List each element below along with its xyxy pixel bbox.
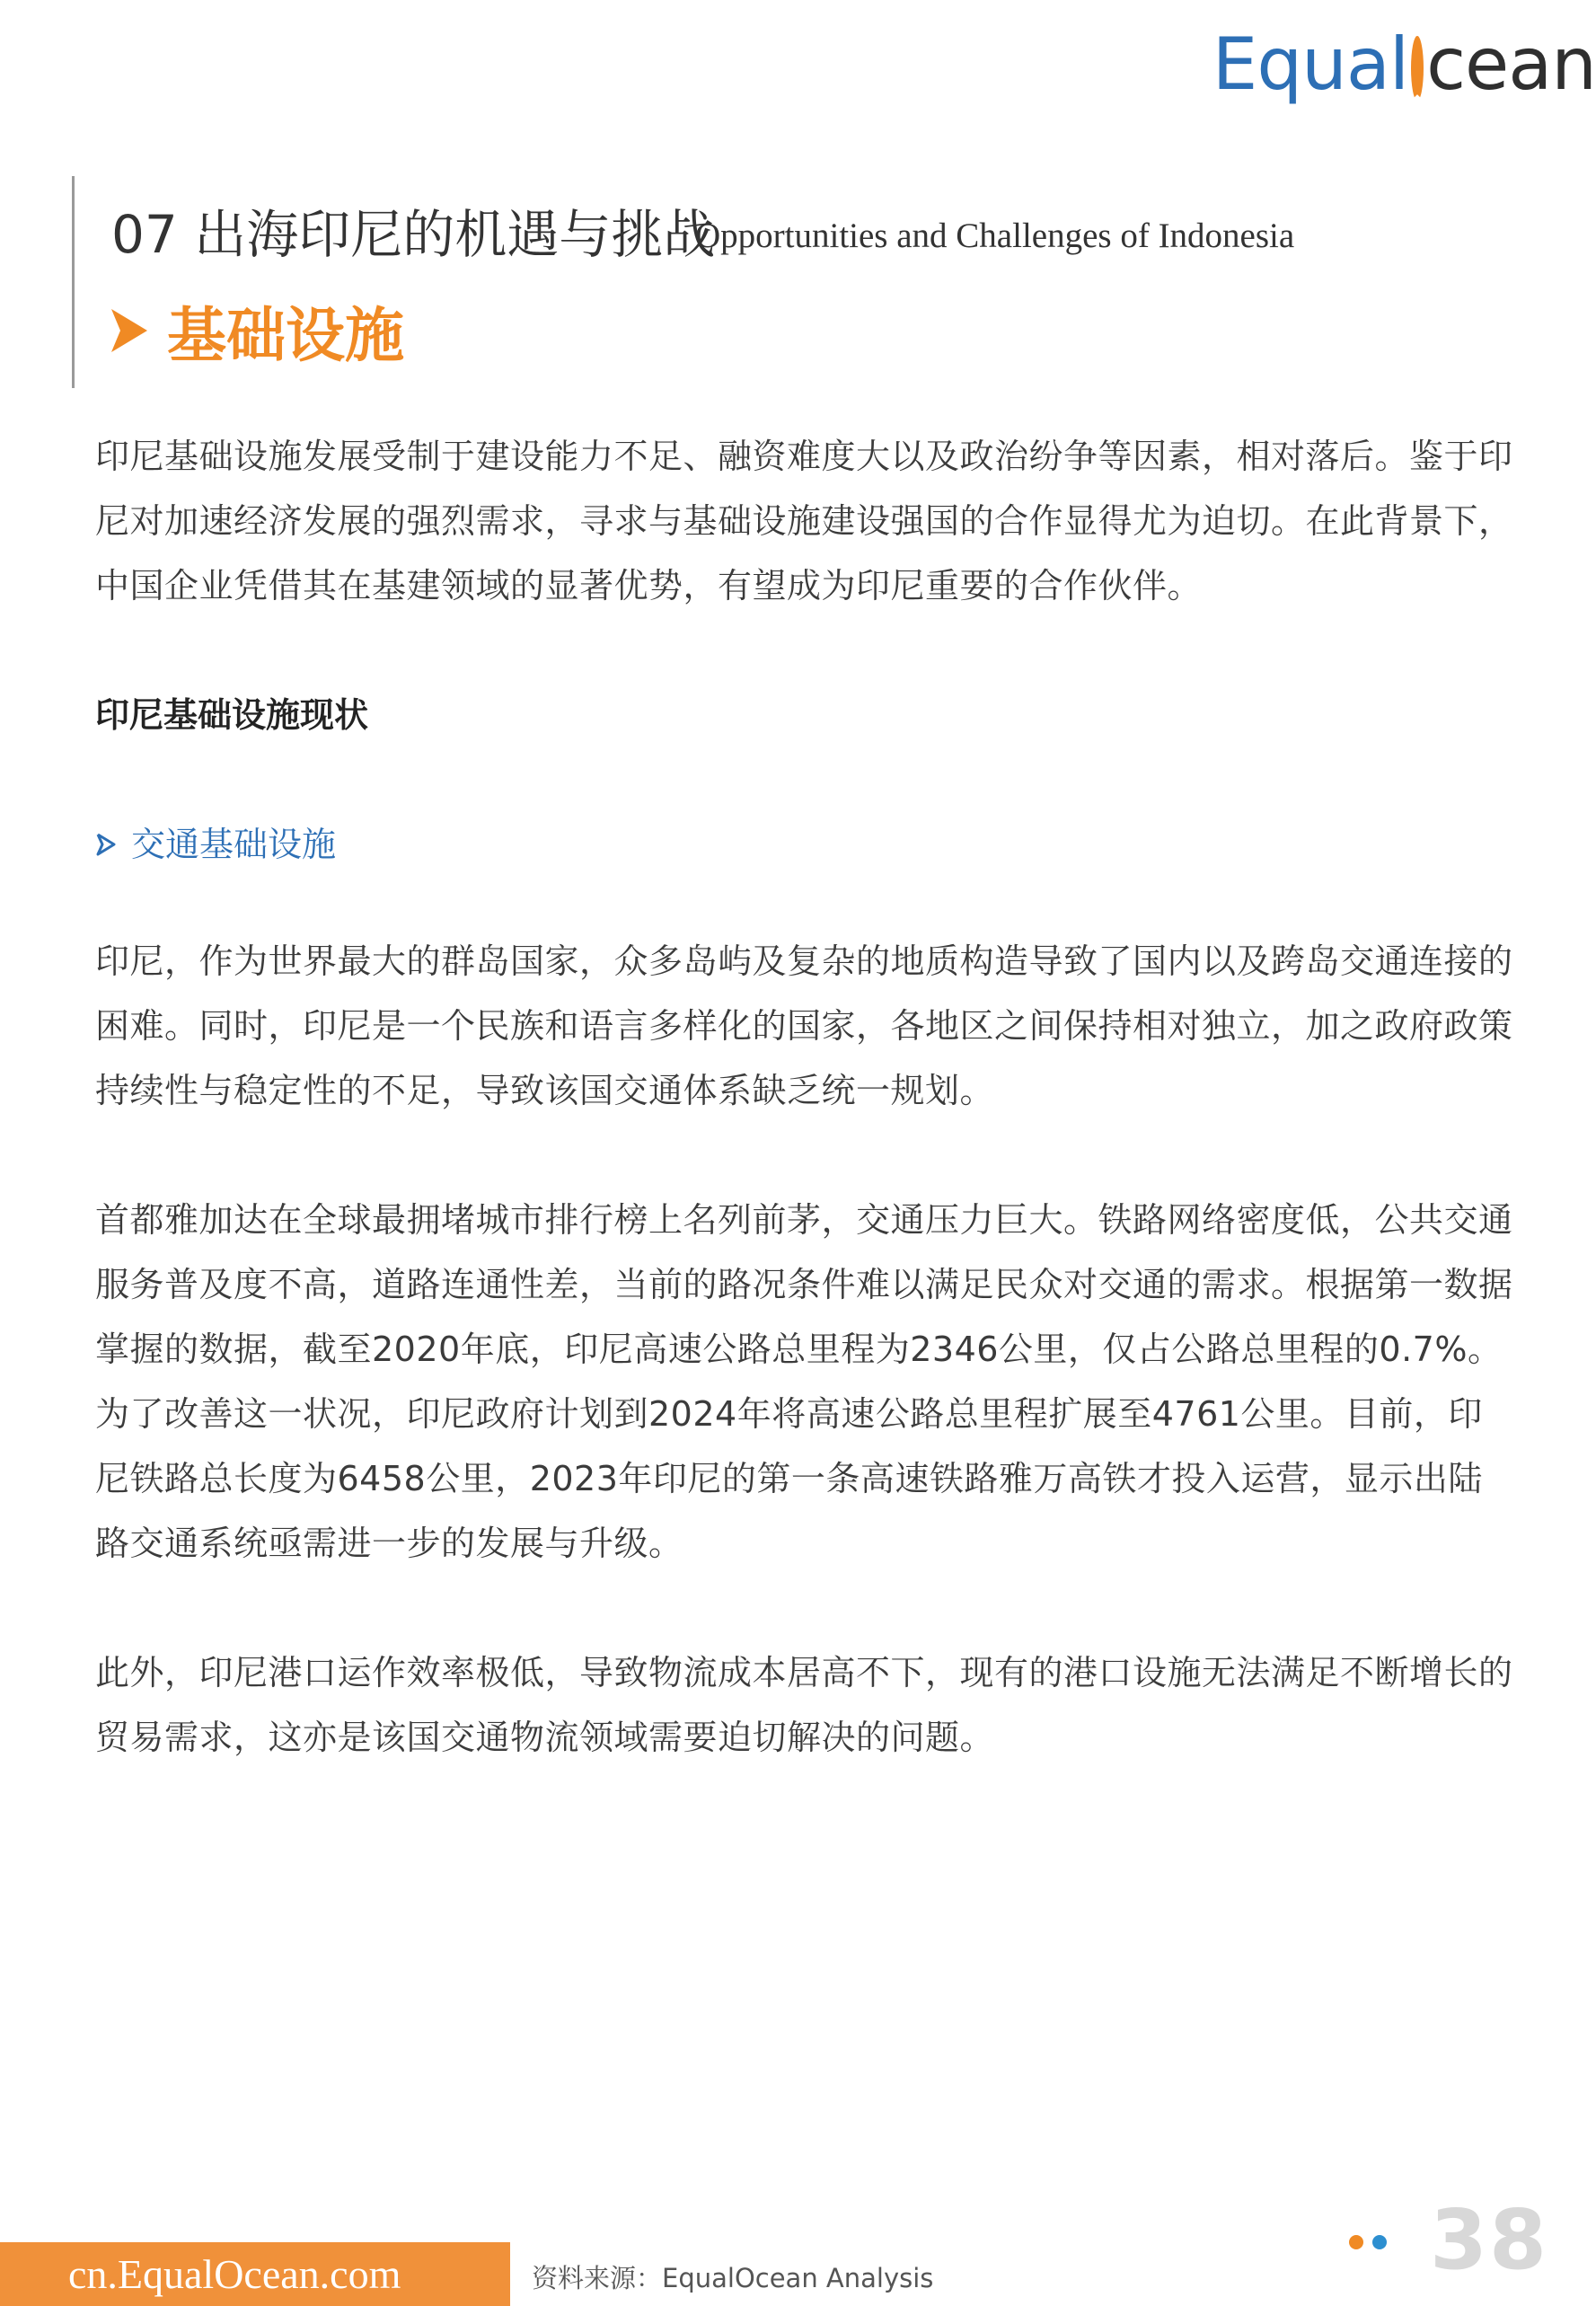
topic-title: 交通基础设施 bbox=[131, 825, 337, 864]
chevron-right-icon bbox=[111, 304, 147, 358]
main-content bbox=[95, 424, 1514, 1770]
section-heading bbox=[111, 287, 404, 373]
chevron-right-icon bbox=[95, 831, 117, 858]
chapter-title-english: Opportunities and Challenges of Indonesia bbox=[695, 216, 1295, 255]
section-title: 基础设施 bbox=[167, 301, 404, 370]
subheading: 印尼基础设施现状 bbox=[95, 695, 369, 735]
paragraph-transport-stats: 首都雅加达在全球最拥堵城市排行榜上名列前茅，交通压力巨大。铁路网络密度低，公共交通服务普及度不高，道路连通性差，当前的路况条件难以满足民众对交通的需求。根据第一数据掌握的数据，截至2020年底，印尼高速公路总里程为2346公里，仅占公路总里程的0.7%。为了改善这一状况，印尼政府计划到2024年将高速公路总里程扩展至4761公里。目前，印尼铁路总长度为6458公里，2023年印尼的第一条高速铁路雅万高铁才投入运营，显示出陆路交通系统亟需进一步的发展与升级。 bbox=[95, 1200, 1513, 1563]
logo-text-equal: Equal bbox=[1212, 22, 1409, 106]
paragraph-ports: 此外，印尼港口运作效率极低，导致物流成本居高不下，现有的港口设施无法满足不断增长的贸易需求，这亦是该国交通物流领域需要迫切解决的问题。 bbox=[95, 1653, 1513, 1757]
logo-text-cean: cean bbox=[1426, 22, 1596, 106]
dot-blue-icon bbox=[1372, 2235, 1387, 2249]
source-note: 资料来源：EqualOcean Analysis bbox=[532, 2263, 934, 2293]
dot-orange-icon bbox=[1349, 2235, 1363, 2249]
equalocean-logo bbox=[1212, 20, 1596, 110]
intro-paragraph: 印尼基础设施发展受制于建设能力不足、融资难度大以及政治纷争等因素，相对落后。鉴于印尼对加速经济发展的强烈需求，寻求与基础设施建设强国的合作显得尤为迫切。在此背景下，中国企业凭借其在基建领域的显著优势，有望成为印尼重要的合作伙伴。 bbox=[95, 437, 1513, 605]
footer-website[interactable]: cn.EqualOcean.com bbox=[0, 2242, 510, 2306]
header-divider bbox=[72, 176, 75, 388]
logo-o-ring-icon bbox=[1411, 36, 1424, 101]
paragraph-geography: 印尼，作为世界最大的群岛国家，众多岛屿及复杂的地质构造导致了国内以及跨岛交通连接的困难。同时，印尼是一个民族和语言多样化的国家，各地区之间保持相对独立，加之政府政策持续性与稳定性的不足，导致该国交通体系缺乏统一规划。 bbox=[95, 941, 1513, 1110]
page-dots bbox=[1349, 2235, 1387, 2249]
page-number: 38 bbox=[1430, 2192, 1549, 2288]
topic-heading bbox=[95, 812, 1514, 877]
chapter-title: 07 出海印尼的机遇与挑战 bbox=[111, 204, 716, 265]
